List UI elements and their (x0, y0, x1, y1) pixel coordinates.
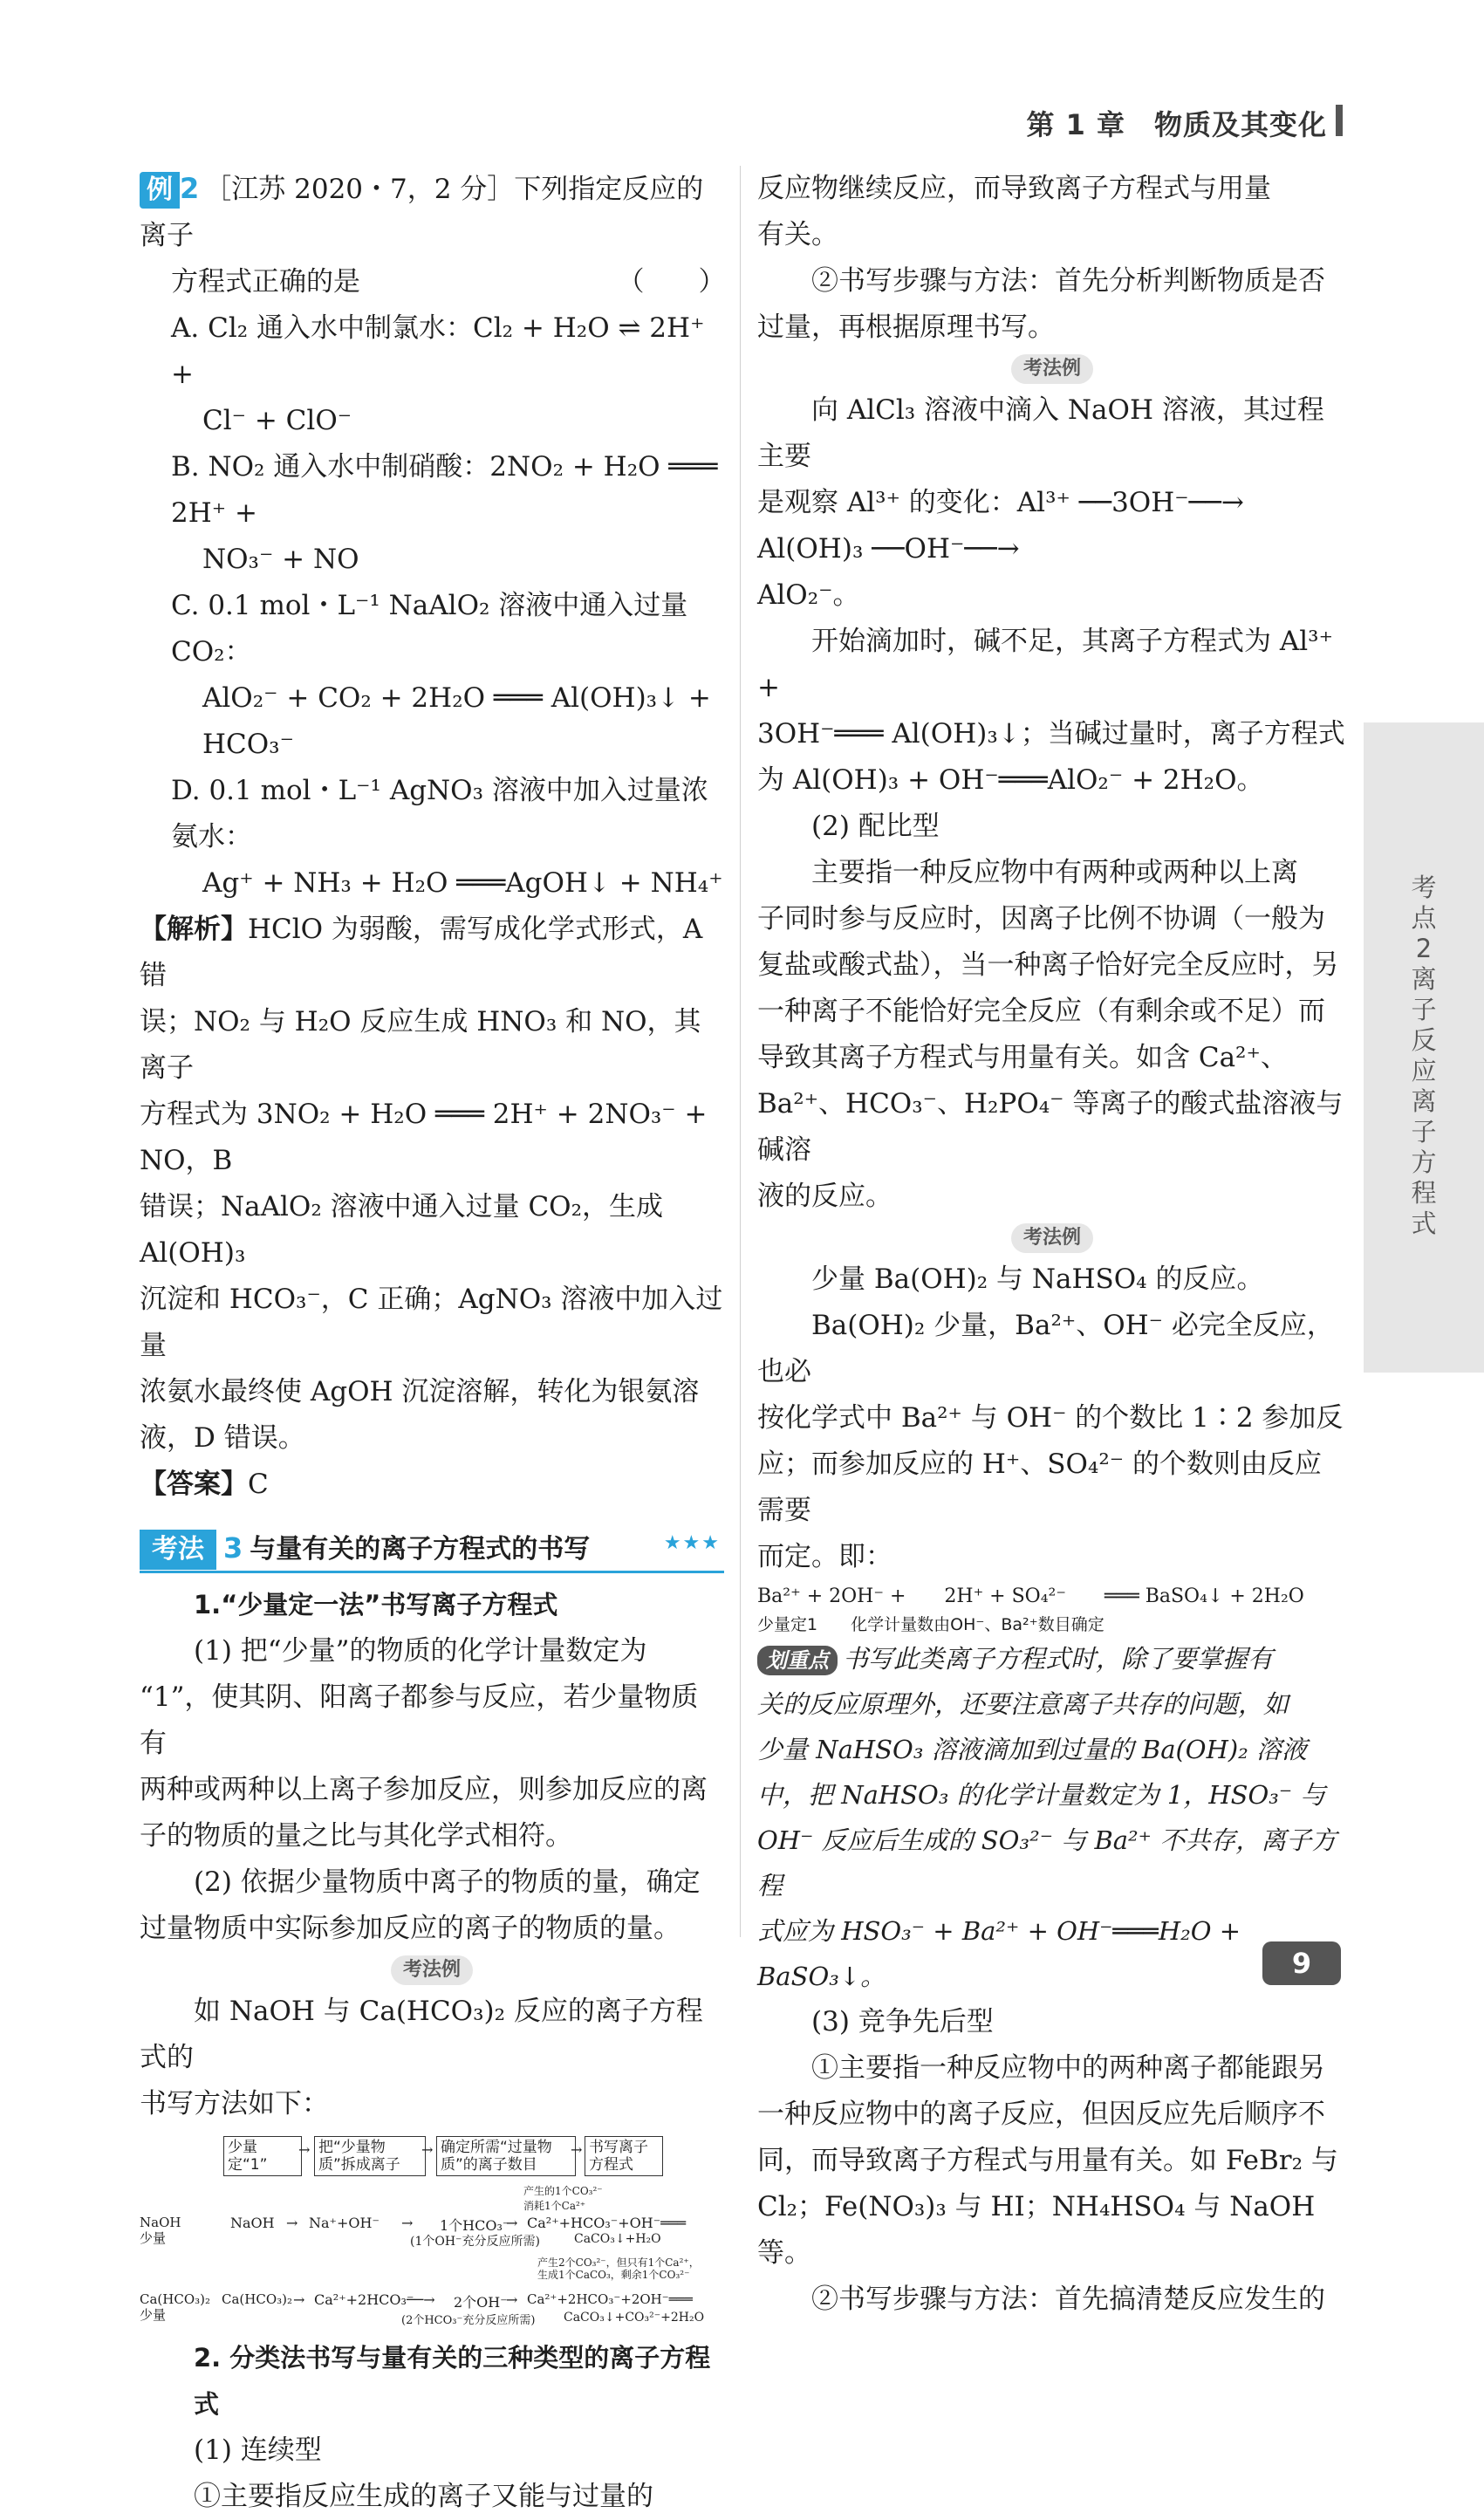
flow-row1-d: Ca²⁺+HCO₃⁻+OH⁻═══ (527, 2215, 687, 2231)
equation: Ba²⁺ + 2OH⁻ + 2H⁺ + SO₄²⁻ ═══ BaSO₄↓ + 2H₂O (757, 1585, 1304, 1607)
highlight-line: 中，把 NaHSO₃ 的化学计量数定为 1，HSO₃⁻ 与 (757, 1780, 1326, 1810)
highlight-line: 关的反应原理外，还要注意离子共存的问题，如 (757, 1689, 1289, 1719)
highlight-label: 划重点 (757, 1646, 838, 1675)
option-d-cont: Ag⁺ + NH₃ + H₂O ═══AgOH↓ + NH₄⁺ (202, 867, 723, 899)
analysis-line: 液，D 错误。 (140, 1422, 305, 1454)
kaofa-3-heading (140, 1527, 724, 1573)
paragraph-line: 为 Al(OH)₃ + OH⁻═══AlO₂⁻ + 2H₂O。 (757, 764, 1264, 796)
difficulty-stars: ★★★ (663, 1532, 721, 1554)
subsection-title: (1) 连续型 (194, 2434, 322, 2466)
analysis-text: HClO 为弱酸，需写成化学式形式，A 错 (140, 914, 703, 991)
paragraph: 少量 Ba(OH)₂ 与 NaHSO₄ 的反应。 (811, 1263, 1264, 1295)
paragraph-line: “1”，使其阴、阳离子都参与反应，若少量物质有 (140, 1681, 699, 1759)
flow-arrow: → (401, 2215, 414, 2231)
flow-box-step1: 少量 定“1” (223, 2136, 302, 2176)
kaofa-example-badge (757, 354, 1347, 384)
highlight-note (757, 1636, 1347, 1681)
analysis-line: 错误；NaAlO₂ 溶液中通入过量 CO₂，生成 Al(OH)₃ (140, 1191, 664, 1269)
paragraph: Ba(OH)₂ 少量，Ba²⁺、OH⁻ 必完全反应，也必 (757, 1310, 1334, 1387)
highlight-line: 式应为 HSO₃⁻ + Ba²⁺ + OH⁻═══H₂O + BaSO₃↓。 (757, 1916, 1241, 1991)
flow-row2-b: Ca²⁺+2HCO₃⁻ (314, 2291, 414, 2308)
flow-row1-label: NaOH 少量 (140, 2215, 181, 2246)
analysis (140, 907, 724, 999)
option-c-cont: AlO₂⁻ + CO₂ + 2H₂O ═══ Al(OH)₃↓ + HCO₃⁻ (202, 682, 711, 760)
flow-diagram (140, 2133, 724, 2333)
page-number: 9 (1262, 1941, 1341, 1985)
paragraph: 如 NaOH 与 Ca(HCO₃)₂ 反应的离子方程式的 (140, 1996, 703, 2073)
flow-row1-b: Na⁺+OH⁻ (309, 2215, 380, 2231)
paragraph-line: Cl₂；Fe(NO₃)₃ 与 HI；NH₄HSO₄ 与 NaOH 等。 (757, 2191, 1316, 2269)
paragraph-line: 一种离子不能恰好完全反应（有剩余或不足）而 (757, 996, 1325, 1027)
paragraph: 开始滴加时，碱不足，其离子方程式为 Al³⁺ + (757, 626, 1333, 703)
flow-row1-note: (1个OH⁻充分反应所需) (410, 2235, 540, 2249)
flow-box-step4: 书写离子 方程式 (585, 2136, 663, 2176)
answer-value: C (248, 1469, 269, 1500)
paragraph: 主要指一种反应物中有两种或两种以上离 (811, 857, 1298, 888)
paragraph-line: 过量，再根据原理书写。 (757, 312, 1055, 343)
paragraph-line: 是观察 Al³⁺ 的变化：Al³⁺ ──3OH⁻──→ Al(OH)₃ ──OH⁻──→ (757, 487, 1244, 565)
flow-note: 产生2个CO₃²⁻，但只有1个Ca²⁺， 生成1个CaCO₃，剩余1个CO₃²⁻ (537, 2256, 700, 2281)
section-2-title: 2. 分类法书写与量有关的三种类型的离子方程式 (194, 2343, 711, 2419)
paragraph-line: 按化学式中 Ba²⁺ 与 OH⁻ 的个数比 1∶2 参加反 (757, 1402, 1344, 1434)
paragraph-line: 书写方法如下： (140, 2088, 329, 2119)
flow-row2-a: Ca(HCO₃)₂ (222, 2291, 293, 2307)
option-c: C. 0.1 mol・L⁻¹ NaAlO₂ 溶液中通入过量 CO₂： (171, 590, 688, 668)
paragraph-line: 一种反应物中的离子反应，但因反应先后顺序不 (757, 2099, 1325, 2130)
option-d: D. 0.1 mol・L⁻¹ AgNO₃ 溶液中加入过量浓氨水： (171, 775, 708, 853)
option-b: B. NO₂ 通入水中制硝酸：2NO₂ + H₂O ═══ 2H⁺ + (171, 451, 718, 529)
highlight-line: 少量 NaHSO₃ 溶液滴加到过量的 Ba(OH)₂ 溶液 (757, 1735, 1308, 1764)
flow-arrow: → (286, 2215, 298, 2231)
analysis-label: 【解析】 (140, 914, 248, 945)
equation-note-2: 化学计量数由OH⁻、Ba²⁺数目确定 (851, 1615, 1104, 1634)
flow-arrow: → (571, 2141, 583, 2158)
flow-row2-c: 2个OH⁻ (454, 2294, 508, 2311)
flow-arrow: ──→ (407, 2291, 435, 2308)
example-source: ［江苏 2020・7，2 分］下列指定反应的离子 (140, 174, 704, 251)
analysis-line: 浓氨水最终使 AgOH 沉淀溶解，转化为银氨溶 (140, 1376, 700, 1407)
flow-arrow: → (506, 2215, 518, 2231)
flow-row1-e: CaCO₃↓+H₂O (574, 2232, 661, 2246)
flow-row2-d: Ca²⁺+2HCO₃⁻+2OH⁻═══ (527, 2291, 693, 2307)
flow-row2-e: CaCO₃↓+CO₃²⁻+2H₂O (564, 2311, 705, 2325)
paragraph-line: 导致其离子方程式与用量有关。如含 Ca²⁺、 (757, 1042, 1288, 1073)
kaofa-title: 与量有关的离子方程式的书写 (250, 1534, 591, 1565)
flow-arrow: → (298, 2141, 311, 2158)
flow-note: 产生的1个CO₃²⁻ 消耗1个Ca²⁺ (523, 2185, 603, 2212)
flow-row2-note: (2个HCO₃⁻充分反应所需) (401, 2314, 536, 2327)
section-1-title: 1.“少量定一法”书写离子方程式 (194, 1590, 558, 1620)
paragraph-line: 3OH⁻═══ Al(OH)₃↓；当碱过量时，离子方程式 (757, 718, 1345, 750)
flow-box-step3: 确定所需“过量物 质”的离子数目 (436, 2136, 576, 2176)
paragraph-line: Ba²⁺、HCO₃⁻、H₂PO₄⁻ 等离子的酸式盐溶液与碱溶 (757, 1088, 1344, 1166)
paragraph-line: 同，而导致离子方程式与用量有关。如 FeBr₂ 与 (757, 2145, 1338, 2176)
badge-text: 考法例 (391, 1955, 473, 1985)
paragraph-line: 反应物继续反应，而导致离子方程式与用量 (757, 173, 1271, 204)
example-tag: 例 (140, 172, 180, 209)
question-line: 方程式正确的是 （ ） (171, 266, 726, 298)
example-number: 2 (180, 172, 200, 205)
analysis-line: 沉淀和 HCO₃⁻，C 正确；AgNO₃ 溶液中加入过量 (140, 1284, 723, 1361)
highlight-text: 书写此类离子方程式时，除了要掌握有 (843, 1644, 1274, 1674)
header-bar (1336, 105, 1343, 136)
paragraph: (2) 依据少量物质中离子的物质的量，确定 (194, 1866, 701, 1898)
paragraph-line: 应；而参加反应的 H⁺、SO₄²⁻ 的个数则由反应需要 (757, 1448, 1322, 1526)
analysis-line: 误；NO₂ 与 H₂O 反应生成 HNO₃ 和 NO，其离子 (140, 1006, 701, 1084)
answer (140, 1462, 724, 1508)
kaofa-tag: 考法 (140, 1530, 216, 1570)
flow-arrow: → (293, 2291, 305, 2308)
column-divider (740, 166, 741, 1937)
flow-arrow: → (506, 2291, 518, 2308)
paragraph-line: 子同时参与反应时，因离子比例不协调（一般为 (757, 903, 1325, 935)
badge-text: 考法例 (1011, 1223, 1093, 1253)
analysis-line: 方程式为 3NO₂ + H₂O ═══ 2H⁺ + 2NO₃⁻ + NO，B (140, 1099, 708, 1176)
equation-notes (757, 1613, 1347, 1636)
paragraph-line: AlO₂⁻。 (757, 579, 860, 611)
flow-row1-c: 1个HCO₃⁻ (440, 2217, 510, 2234)
highlight-line: OH⁻ 反应后生成的 SO₃²⁻ 与 Ba²⁺ 不共存，离子方程 (757, 1825, 1337, 1900)
option-a-cont: Cl⁻ + ClO⁻ (202, 405, 352, 436)
badge-text: 考法例 (1011, 354, 1093, 384)
paragraph: ①主要指反应生成的离子又能与过量的 (194, 2481, 653, 2512)
paragraph: ②书写步骤与方法：首先搞清楚反应发生的 (811, 2284, 1325, 2315)
paragraph: ①主要指一种反应物中的两种离子都能跟另 (811, 2052, 1325, 2084)
option-b-cont: NO₃⁻ + NO (202, 544, 359, 575)
subsection-title: (3) 竞争先后型 (811, 2006, 994, 2037)
example-2-heading (140, 166, 724, 259)
paragraph-line: 过量物质中实际参加反应的离子的物质的量。 (140, 1913, 680, 1944)
kaofa-example-badge (757, 1223, 1347, 1253)
option-a: A. Cl₂ 通入水中制氯水：Cl₂ + H₂O ⇌ 2H⁺ + (171, 312, 705, 390)
paragraph: (1) 把“少量”的物质的化学计量数定为 (194, 1635, 647, 1667)
subsection-title: (2) 配比型 (811, 811, 940, 842)
equation-note-1: 少量定1 (757, 1615, 818, 1634)
paragraph-line: 有关。 (757, 219, 838, 250)
paragraph-line: 复盐或酸式盐），当一种离子恰好完全反应时，另 (757, 949, 1339, 981)
flow-box-step2: 把“少量物 质”拆成离子 (314, 2136, 426, 2176)
right-column (757, 166, 1347, 2323)
side-tab-text: 考点2 离子反应 离子方程式 (1411, 873, 1437, 1238)
flow-row1-a: NaOH (230, 2215, 275, 2231)
flow-row2-label: Ca(HCO₃)₂ 少量 (140, 2291, 211, 2323)
paragraph-line: 两种或两种以上离子参加反应，则参加反应的离 (140, 1774, 708, 1805)
flow-arrow: → (421, 2141, 434, 2158)
kaofa-example-badge (140, 1955, 724, 1985)
kaofa-number: 3 (223, 1531, 243, 1565)
paragraph-line: 而定。即： (757, 1541, 892, 1572)
paragraph-line: 液的反应。 (757, 1181, 892, 1212)
chapter-header: 第 1 章 物质及其变化 (1026, 108, 1327, 141)
paragraph: 向 AlCl₃ 溶液中滴入 NaOH 溶液，其过程主要 (757, 394, 1324, 472)
left-column (140, 166, 724, 2520)
paragraph-line: 子的物质的量之比与其化学式相符。 (140, 1820, 572, 1852)
answer-label: 【答案】 (140, 1469, 248, 1500)
paragraph: ②书写步骤与方法：首先分析判断物质是否 (811, 265, 1325, 297)
